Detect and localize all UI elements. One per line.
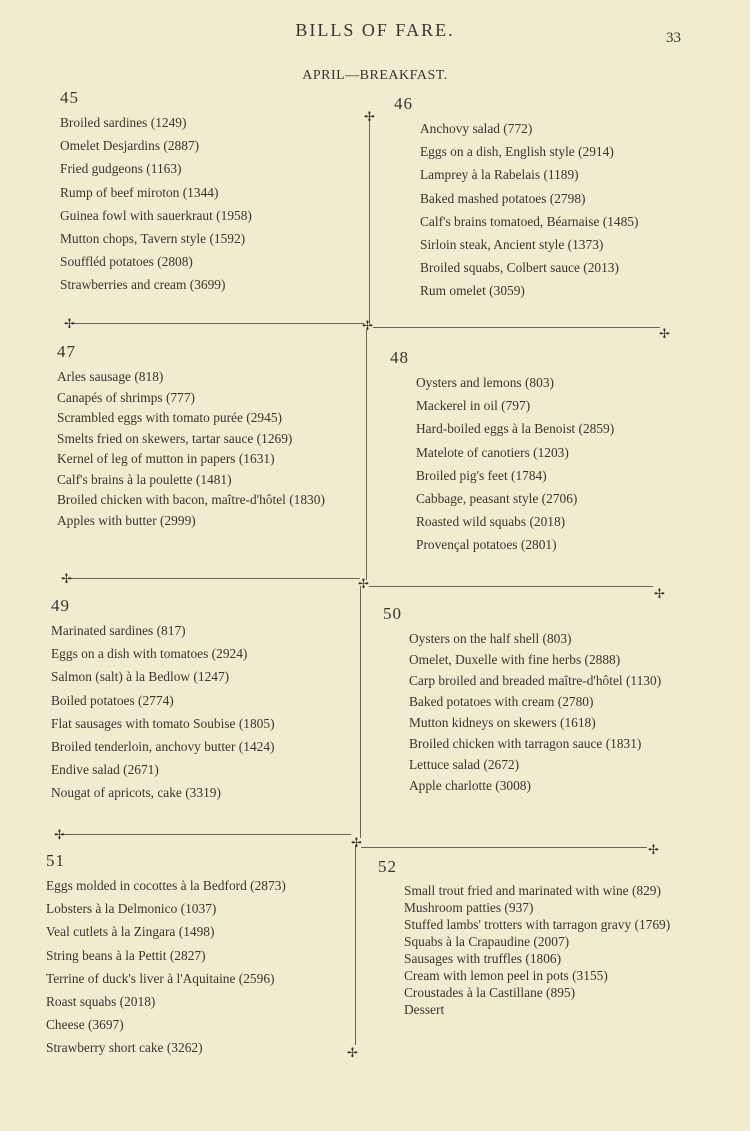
menu-item: Dessert [404, 1002, 445, 1017]
menu-items [46, 877, 346, 1056]
menu-item: Kernel of leg of mutton in papers (1631) [57, 451, 275, 466]
menu-item: Anchovy salad (772) [420, 121, 533, 136]
menu-items [51, 622, 351, 801]
menu-item: Carp broiled and breaded maître-d'hôtel (1130) [409, 673, 662, 688]
menu-item: Broiled pig's feet (1784) [416, 467, 547, 483]
menu-item: Matelote of canotiers (1203) [416, 444, 569, 460]
menu-item: Provençal potatoes (2801) [416, 537, 557, 553]
section-rule [373, 327, 660, 328]
column-divider [355, 845, 356, 1045]
section-rule [369, 586, 653, 587]
menu-item: Boiled potatoes (2774) [51, 692, 174, 708]
section-rule [74, 323, 364, 324]
menu-item: Rump of beef miroton (1344) [60, 184, 219, 200]
menu-item: Small trout fried and marinated with wine (829) [404, 883, 661, 898]
menu-item: Cabbage, peasant style (2706) [416, 490, 578, 506]
menu-number: 46 [394, 94, 413, 113]
menu-item: Baked mashed potatoes (2798) [420, 190, 586, 206]
cross-ornament: ✢ [61, 571, 72, 586]
menu-item: Broiled tenderloin, anchovy butter (1424) [51, 738, 275, 754]
cross-ornament: ✢ [659, 326, 670, 341]
menu-number: 51 [46, 851, 65, 870]
cross-ornament: ✢ [347, 1045, 358, 1060]
menu-number: 48 [390, 348, 409, 367]
page-title: BILLS OF FARE. [295, 20, 455, 40]
menu-item: Lamprey à la Rabelais (1189) [420, 167, 579, 183]
menu-number: 52 [378, 857, 397, 876]
menu-items [60, 114, 356, 293]
menu-49 [51, 596, 351, 808]
menu-47 [57, 342, 351, 532]
menu-item: Veal cutlets à la Zingara (1498) [46, 924, 215, 940]
menu-48 [390, 348, 680, 560]
menu-item: Salmon (salt) à la Bedlow (1247) [51, 669, 230, 685]
menu-item: Calf's brains à la poulette (1481) [57, 471, 232, 487]
menu-item: Scrambled eggs with tomato purée (2945) [57, 410, 282, 425]
menu-item: Oysters on the half shell (803) [409, 631, 572, 646]
menu-item: Croustades à la Castillane (895) [404, 985, 576, 1000]
menu-item: Hard-boiled eggs à la Benoist (2859) [416, 421, 615, 437]
menu-item: Broiled sardines (1249) [60, 115, 187, 130]
menu-number: 49 [51, 596, 70, 615]
menu-item: Roasted wild squabs (2018) [416, 514, 566, 530]
cross-ornament: ✢ [64, 316, 75, 331]
menu-item: Endive salad (2671) [51, 762, 159, 778]
menu-item: Oysters and lemons (803) [416, 375, 554, 390]
menu-item: Eggs molded in cocottes à la Bedford (2873) [46, 878, 286, 893]
menu-item: Sausages with truffles (1806) [404, 951, 562, 966]
section-rule [64, 834, 351, 835]
cross-ornament: ✢ [54, 827, 65, 842]
menu-item: Strawberry short cake (3262) [46, 1040, 203, 1056]
menu-52 [378, 857, 672, 1019]
menu-item: Lettuce salad (2672) [409, 757, 520, 772]
section-rule [361, 847, 647, 848]
menu-item: Roast squabs (2018) [46, 993, 156, 1009]
menu-item: Flat sausages with tomato Soubise (1805) [51, 715, 275, 731]
menu-item: Baked potatoes with cream (2780) [409, 694, 594, 709]
page-number: 33 [666, 30, 681, 46]
menu-item: Terrine of duck's liver à l'Aquitaine (2596) [46, 970, 275, 986]
menu-item: Mutton kidneys on skewers (1618) [409, 715, 596, 730]
column-divider [369, 112, 370, 324]
menu-item: Apples with butter (2999) [57, 512, 196, 528]
menu-item: Lobsters à la Delmonico (1037) [46, 901, 217, 917]
menu-item: Eggs on a dish, English style (2914) [420, 144, 614, 160]
menu-item: String beans à la Pettit (2827) [46, 947, 206, 963]
menu-item: Cheese (3697) [46, 1017, 124, 1033]
menu-item: Stuffed lambs' trotters with tarragon gravy (1769) [404, 917, 671, 932]
cross-ornament: ✢ [364, 109, 375, 124]
menu-item: Mackerel in oil (797) [416, 398, 531, 414]
column-divider [366, 330, 367, 580]
menu-items [409, 630, 677, 794]
menu-46 [394, 94, 680, 306]
menu-item: Marinated sardines (817) [51, 623, 186, 638]
menu-item: Squabs à la Crapaudine (2007) [404, 934, 570, 949]
menu-items [416, 374, 680, 553]
menu-item: Broiled squabs, Colbert sauce (2013) [420, 260, 619, 276]
menu-item: Mushroom patties (937) [404, 900, 534, 915]
menu-items [404, 883, 672, 1017]
menu-items [57, 368, 351, 529]
menu-item: Calf's brains tomatoed, Béarnaise (1485) [420, 213, 639, 229]
menu-items [420, 120, 680, 299]
menu-item: Arles sausage (818) [57, 369, 164, 384]
menu-item: Eggs on a dish with tomatoes (2924) [51, 646, 248, 662]
cross-ornament: ✢ [351, 835, 362, 850]
cross-ornament: ✢ [654, 586, 665, 601]
menu-item: Broiled chicken with bacon, maître-d'hôtel (1830) [57, 492, 325, 507]
menu-number: 47 [57, 342, 76, 361]
menu-item: Canapés of shrimps (777) [57, 389, 195, 405]
menu-item: Smelts fried on skewers, tartar sauce (1269) [57, 430, 293, 446]
menu-item: Omelet Desjardins (2887) [60, 138, 200, 154]
menu-item: Sirloin steak, Ancient style (1373) [420, 236, 604, 252]
menu-item: Cream with lemon peel in pots (3155) [404, 968, 608, 983]
cross-ornament: ✢ [358, 576, 369, 591]
menu-item: Mutton chops, Tavern style (1592) [60, 230, 246, 246]
menu-item: Nougat of apricots, cake (3319) [51, 785, 221, 801]
menu-51 [46, 851, 346, 1063]
column-divider [360, 586, 361, 838]
menu-45 [60, 88, 356, 300]
menu-item: Strawberries and cream (3699) [60, 277, 226, 293]
menu-number: 50 [383, 604, 402, 623]
menu-item: Rum omelet (3059) [420, 283, 525, 299]
menu-item: Broiled chicken with tarragon sauce (1831) [409, 736, 642, 751]
menu-item: Guinea fowl with sauerkraut (1958) [60, 207, 252, 223]
menu-item: Fried gudgeons (1163) [60, 161, 182, 177]
cross-ornament: ✢ [648, 842, 659, 857]
cross-ornament: ✢ [362, 318, 373, 333]
menu-item: Apple charlotte (3008) [409, 778, 531, 793]
menu-50 [383, 604, 677, 798]
menu-number: 45 [60, 88, 79, 107]
menu-item: Omelet, Duxelle with fine herbs (2888) [409, 652, 621, 667]
menu-item: Souffléd potatoes (2808) [60, 254, 193, 270]
section-subtitle: APRIL—BREAKFAST. [302, 68, 448, 83]
section-rule [70, 578, 360, 579]
